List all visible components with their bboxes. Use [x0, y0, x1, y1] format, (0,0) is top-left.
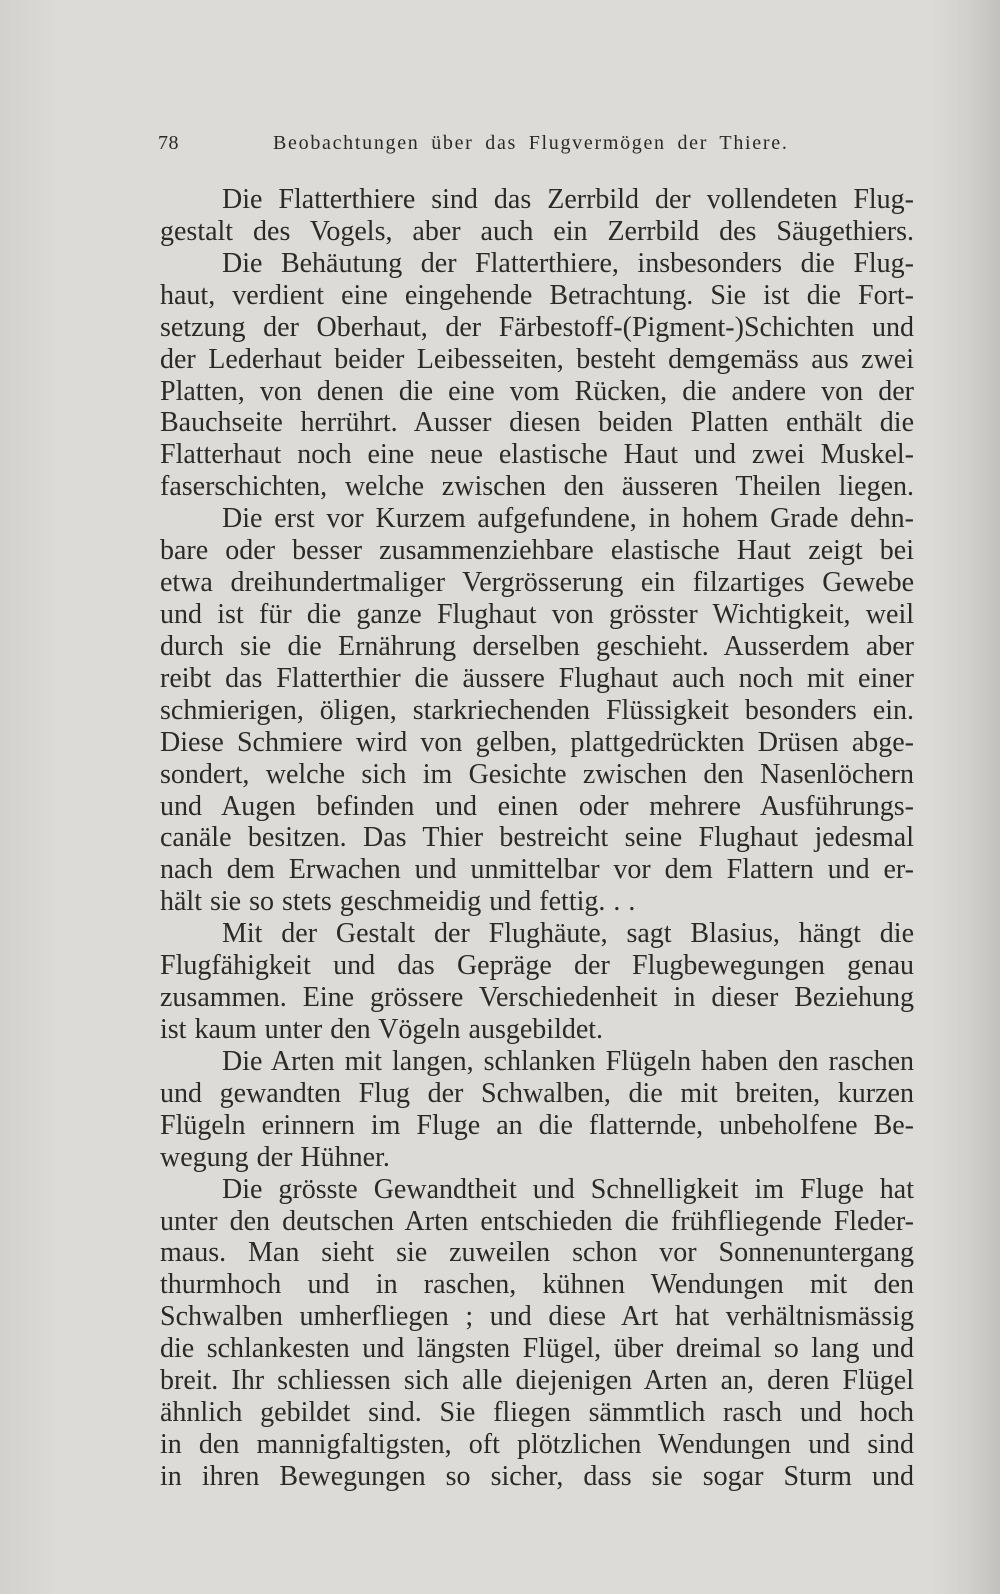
body-text: [160, 184, 914, 1493]
text-line: Die Flatterthiere sind das Zerrbild der vollendeten Flug-: [222, 184, 914, 215]
paragraph: [160, 248, 914, 503]
text-line: sondert, welche sich im Gesichte zwischen den Nasenlöchern: [160, 758, 914, 790]
text-line: und Augen befinden und einen oder mehrere Ausführungs-: [160, 790, 914, 822]
text-line: schmierigen, öligen, starkriechenden Flüssigkeit besonders ein.: [160, 694, 914, 726]
text-line: ist kaum unter den Vögeln ausgebildet.: [160, 1013, 604, 1045]
text-line: Platten, von denen die eine vom Rücken, die andere von der: [160, 375, 914, 407]
text-line: und gewandten Flug der Schwalben, die mit breiten, kurzen: [160, 1077, 914, 1109]
text-line: Flügeln erinnern im Fluge an die flatternde, unbeholfene Be-: [160, 1109, 914, 1141]
text-line: wegung der Hühner.: [160, 1141, 390, 1173]
paragraph: [160, 1046, 914, 1174]
text-line: setzung der Oberhaut, der Färbestoff-(Pigment-)Schichten und: [160, 311, 914, 343]
paragraph: [160, 1174, 914, 1493]
text-line: in ihren Bewegungen so sicher, dass sie sogar Sturm und: [160, 1460, 914, 1492]
text-line: Die grösste Gewandtheit und Schnelligkeit im Fluge hat: [222, 1173, 914, 1205]
text-line: unter den deutschen Arten entschieden die frühfliegende Fleder-: [160, 1205, 914, 1237]
paragraph: [160, 184, 914, 248]
text-line: canäle besitzen. Das Thier bestreicht seine Flughaut jedesmal: [160, 822, 914, 854]
text-line: maus. Man sieht sie zuweilen schon vor Sonnenuntergang: [160, 1237, 914, 1269]
text-line: durch sie die Ernährung derselben geschieht. Ausserdem aber: [160, 630, 914, 662]
text-line: Schwalben umherfliegen ; und diese Art hat verhältnismässig: [160, 1301, 914, 1333]
page-number: 78: [158, 132, 179, 154]
text-line: Die Arten mit langen, schlanken Flügeln haben den raschen: [222, 1045, 914, 1077]
text-line: der Lederhaut beider Leibesseiten, besteht demgemäss aus zwei: [160, 343, 914, 375]
text-line: Mit der Gestalt der Flughäute, sagt Blasius, hängt die: [222, 918, 914, 950]
scan-edge-shading-left: [0, 0, 60, 1594]
text-line: Flugfähigkeit und das Gepräge der Flugbewegungen genau: [160, 950, 914, 982]
text-line: faserschichten, welche zwischen den äusseren Theilen liegen.: [160, 471, 914, 503]
text-line: reibt das Flatterthier die äussere Flughaut auch noch mit einer: [160, 662, 914, 694]
text-line: bare oder besser zusammenziehbare elastische Haut zeigt bei: [160, 535, 914, 567]
text-line: breit. Ihr schliessen sich alle diejenigen Arten an, deren Flügel: [160, 1365, 914, 1397]
paragraph: [160, 503, 914, 918]
text-line: und ist für die ganze Flughaut von grösster Wichtigkeit, weil: [160, 598, 914, 630]
scan-edge-shading-right: [930, 0, 1000, 1594]
text-line: haut, verdient eine eingehende Betrachtung. Sie ist die Fort-: [160, 279, 914, 311]
text-line: hält sie so stets geschmeidig und fettig. . .: [160, 886, 636, 918]
text-line: Flatterhaut noch eine neue elastische Haut und zwei Muskel-: [160, 439, 914, 471]
text-line: nach dem Erwachen und unmittelbar vor dem Flattern und er-: [160, 854, 914, 886]
text-line: Die Behäutung der Flatterthiere, insbesonders die Flug-: [222, 247, 914, 279]
text-line: ähnlich gebildet sind. Sie fliegen sämmtlich rasch und hoch: [160, 1397, 914, 1429]
paragraph: [160, 918, 914, 1046]
text-line: Diese Schmiere wird von gelben, plattgedrückten Drüsen abge-: [160, 726, 914, 758]
text-line: gestalt des Vogels, aber auch ein Zerrbild des Säugethiers.: [160, 215, 914, 247]
text-line: Die erst vor Kurzem aufgefundene, in hohem Grade dehn-: [222, 503, 914, 535]
text-line: in den mannigfaltigsten, oft plötzlichen Wendungen und sind: [160, 1428, 914, 1460]
text-line: Bauchseite herrührt. Ausser diesen beiden Platten enthält die: [160, 407, 914, 439]
text-line: thurmhoch und in raschen, kühnen Wendungen mit den: [160, 1269, 914, 1301]
running-header: [0, 128, 1000, 158]
running-title: Beobachtungen über das Flugvermögen der Thiere.: [273, 132, 789, 154]
text-line: etwa dreihundertmaliger Vergrösserung ein filzartiges Gewebe: [160, 567, 914, 599]
text-line: zusammen. Eine grössere Verschiedenheit in dieser Beziehung: [160, 982, 914, 1014]
text-line: die schlankesten und längsten Flügel, über dreimal so lang und: [160, 1333, 914, 1365]
